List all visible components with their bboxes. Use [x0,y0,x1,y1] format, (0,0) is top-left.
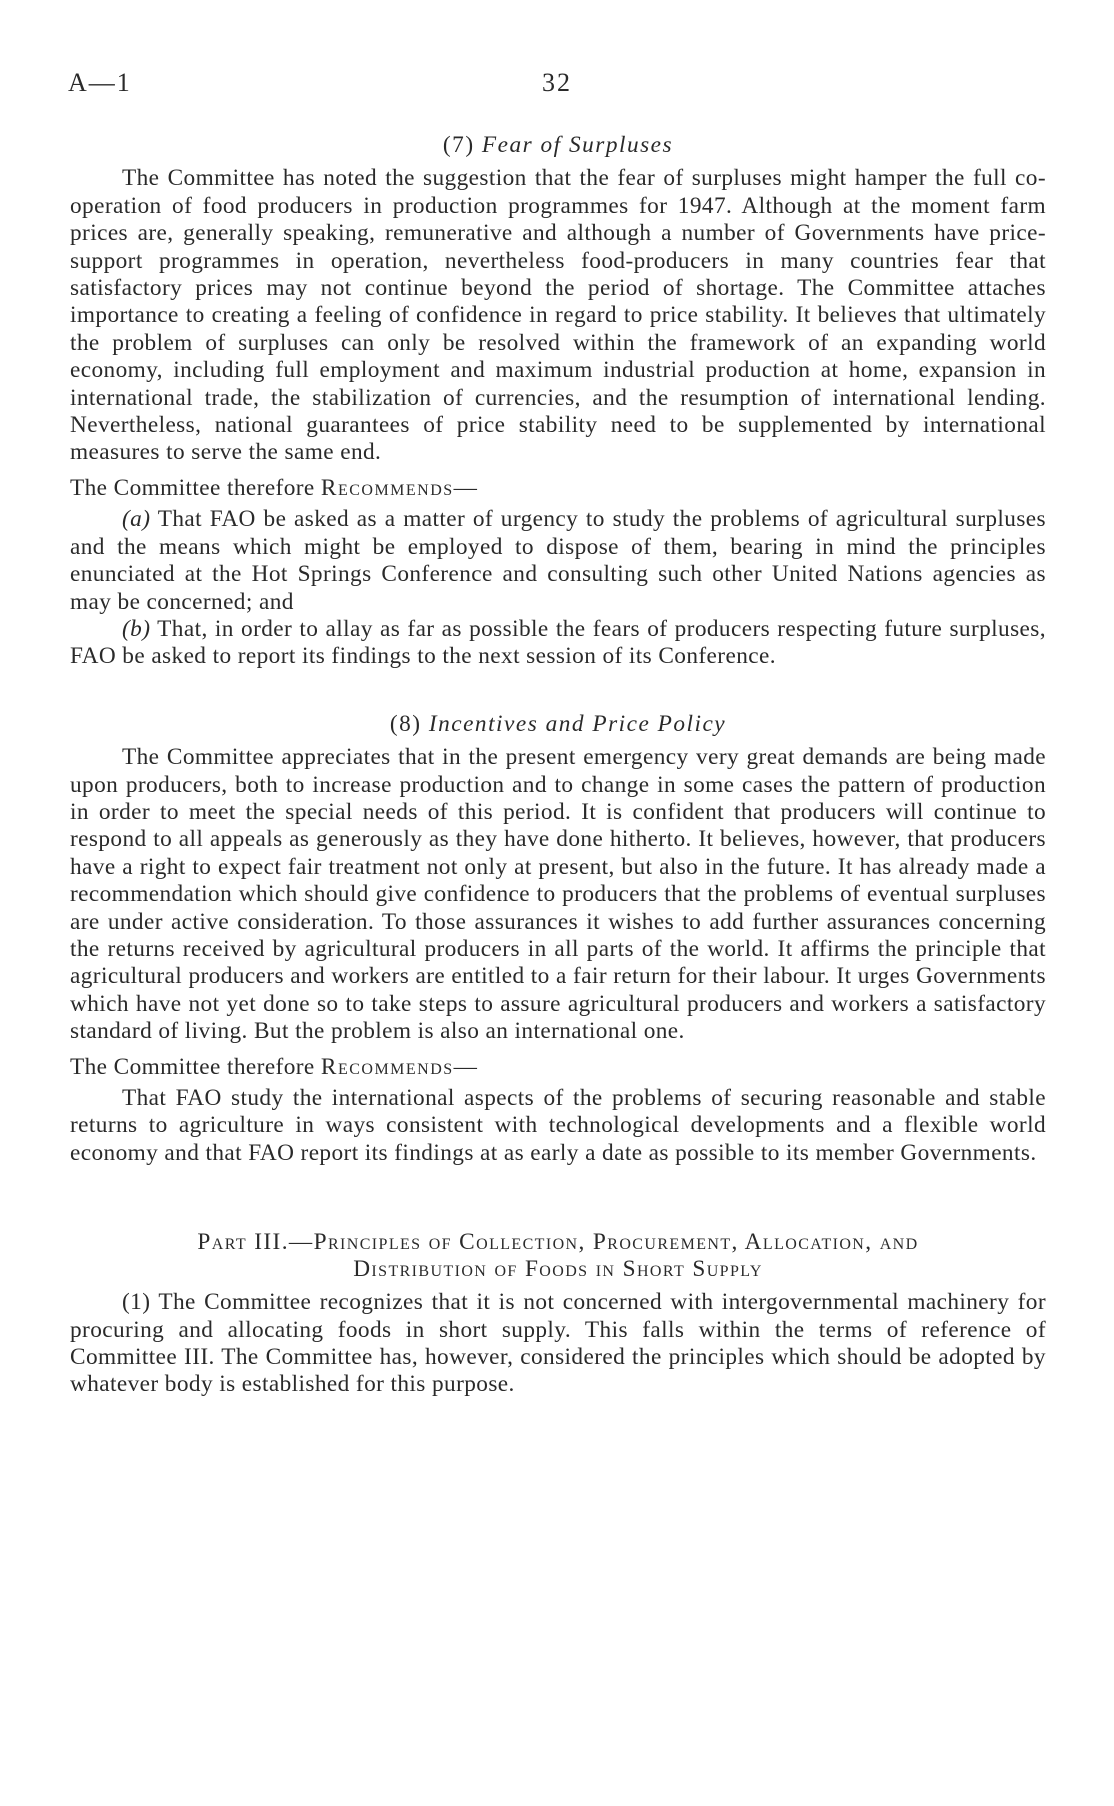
paragraph-surpluses: The Committee has noted the suggestion that the fear of surpluses might hamper the full co-operation of food producers in production programmes for 1947. Although at the moment farm prices are, generally speaking, remunerative and although a number of Governments have price-support programmes in operation, nevertheless food-producers in many countries fear that satisfactory prices may not continue beyond the period of shortage. The Committee attaches importance to creating a feeling of confidence in regard to price stability. It believes that ultimately the problem of surpluses can only be resolved within the framework of an expanding world economy, including full employment and maximum industrial production at home, expansion in international trade, the stabilization of currencies, and the resumption of international lending. Nevertheless, national guarantees of price stability need to be supplemented by international measures to serve the same end. [70,165,1046,466]
part-title-line: Part III.—Principles of Collection, Procurement, Allocation, and [197,1229,919,1256]
page-number: 32 [542,68,572,97]
page-header [68,68,1046,108]
recommendation-text: That, in order to allay as far as possible the fears of producers respecting future surpluses, FAO be asked to report its findings to the next session of its Conference. [70,615,1046,670]
recommends-word: Recommends— [320,474,479,501]
recommendation-a [70,506,1046,616]
recommendation-label: (a) [122,506,151,533]
section-number: (7) [442,132,475,158]
section-heading-fear-of-surpluses [70,132,1046,159]
part-title-line: Distribution of Foods in Short Supply [353,1256,763,1283]
recommendation-text: That FAO study the international aspects of the problems of securing reasonable and stable returns to agriculture in ways consistent with technological developments and a flexible world economy and that FAO report its findings at as early a date as possible to its member Governments. [70,1085,1046,1166]
recommendation-b [70,616,1046,671]
section-spacer [70,671,1046,711]
page-content [70,132,1046,1399]
recommends-word: Recommends— [320,1053,479,1080]
paragraph-part3: (1) The Committee recognizes that it is not concerned with intergovernmental machinery for procuring and allocating foods in short supply. This falls within the terms of reference of Committee III. The Committee has, however, considered the principles which should be adopted by whatever body is established for this purpose. [70,1289,1046,1398]
document-reference: A—1 [68,68,132,97]
recommends-lead: The Committee therefore [70,1053,315,1080]
section-heading-incentives [70,711,1046,738]
section-number: (8) [389,710,422,737]
section-spacer [70,1167,1046,1229]
section-title: Fear of Surpluses [481,132,674,158]
recommends-line [70,475,1046,502]
recommendation-text: That FAO be asked as a matter of urgency to study the problems of agricultural surpluses and the means which might be employed to dispose of them, bearing in mind the principles enunciated at the Hot Springs Conference and consulting such other United Nations agencies as may be concerned; and [70,506,1046,615]
recommends-line [70,1054,1046,1081]
recommends-lead: The Committee therefore [70,474,315,501]
section-title: Incentives and Price Policy [428,710,727,737]
part-title [70,1229,1046,1283]
paragraph-incentives: The Committee appreciates that in the present emergency very great demands are being made upon producers, both to increase production and to change in some cases the pattern of production in order to meet the special needs of this period. It is confident that producers will continue to respond to all appeals as generously as they have done hitherto. It believes, however, that producers have a right to expect fair treatment not only at present, but also in the future. It has already made a recommendation which should give confidence to producers that the problems of eventual surpluses are under active consideration. To those assurances it wishes to add further assurances concerning the returns received by agricultural producers in all parts of the world. It affirms the principle that agricultural producers and workers are entitled to a fair return for their labour. It urges Governments which have not yet done so to take steps to assure agricultural producers and workers a satisfactory standard of living. But the problem is also an international one. [70,744,1046,1045]
recommendation-label: (b) [122,615,151,642]
